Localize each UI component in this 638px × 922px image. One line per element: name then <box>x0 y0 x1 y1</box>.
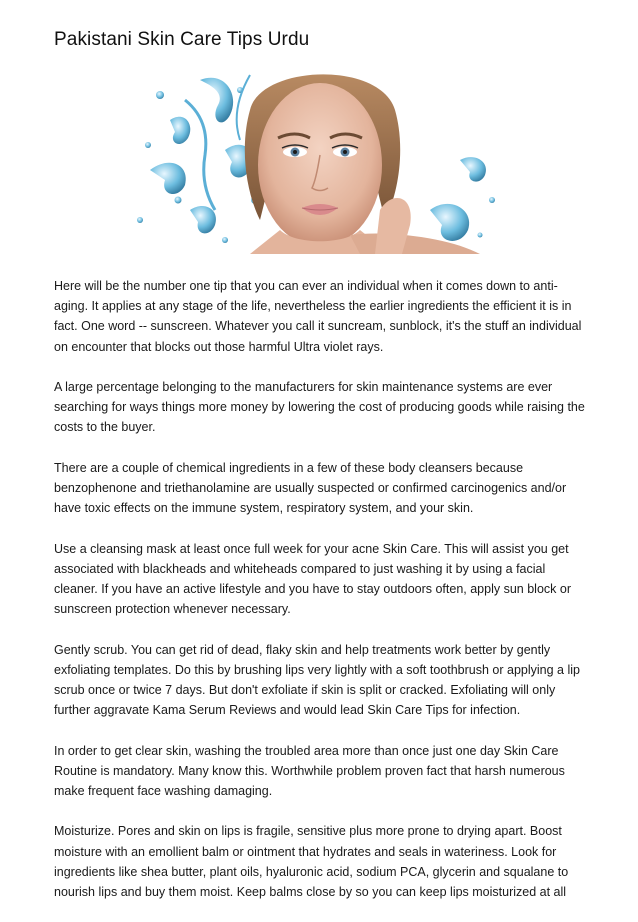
page-title: Pakistani Skin Care Tips Urdu <box>54 29 310 50</box>
hero-image <box>130 60 508 254</box>
paragraph: In order to get clear skin, washing the troubled area more than once just one day Skin Care Routine is mandatory. Many know this. Worthwhile problem proven fact that harsh numerous make frequent face washing damaging. <box>54 743 565 798</box>
paragraph: A large percentage belonging to the manufacturers for skin maintenance systems are ever searching for ways things more money by lowering the cost of producing goods while raising the costs to the buyer. <box>54 380 585 435</box>
paragraph: Gently scrub. You can get rid of dead, flaky skin and help treatments work better by gently exfoliating templates. Do this by brushing lips very lightly with a soft toothbrush or applying a lip scrub once or twice 7 days. But don't exfoliate if skin is split or cracked. Exfoliating will only further aggravate Kama Serum Reviews and would lead Skin Care Tips for infection. <box>54 642 580 718</box>
paragraph: Moisturize. Pores and skin on lips is fragile, sensitive plus more prone to drying apart. Boost moisture with an emollient balm or ointment that hydrates and seals in wateriness. Look for ingredients like shea butter, plant oils, hyaluronic acid, sodium PCA, glycerin and squalane to nourish lips and buy them moist. Keep balms close by so you can keep lips moisturized at all <box>54 824 569 899</box>
paragraph: Here will be the number one tip that you can ever an individual when it comes down to anti-aging. It applies at any stage of the life, nevertheless the earlier ingredients the efficient it is in fact. One word -- sunscreen. Whatever you call it suncream, sunblock, it's the stuff an individual on encounter that blocks out those harmful Ultra violet rays. <box>54 279 582 354</box>
article-body <box>54 276 588 922</box>
paragraph: Use a cleansing mask at least once full week for your acne Skin Care. This will assist you get associated with blackheads and whiteheads compared to just washing it by using a facial cleaner. If you have an active lifestyle and you have to stay outdoors often, apply sun block or sunscreen protection whenever necessary. <box>54 541 571 617</box>
paragraph: There are a couple of chemical ingredients in a few of these body cleansers because benzophenone and triethanolamine are usually suspected or confirmed carcinogenics and/or have toxic effects on the immune system, respiratory system, and your skin. <box>54 460 567 516</box>
